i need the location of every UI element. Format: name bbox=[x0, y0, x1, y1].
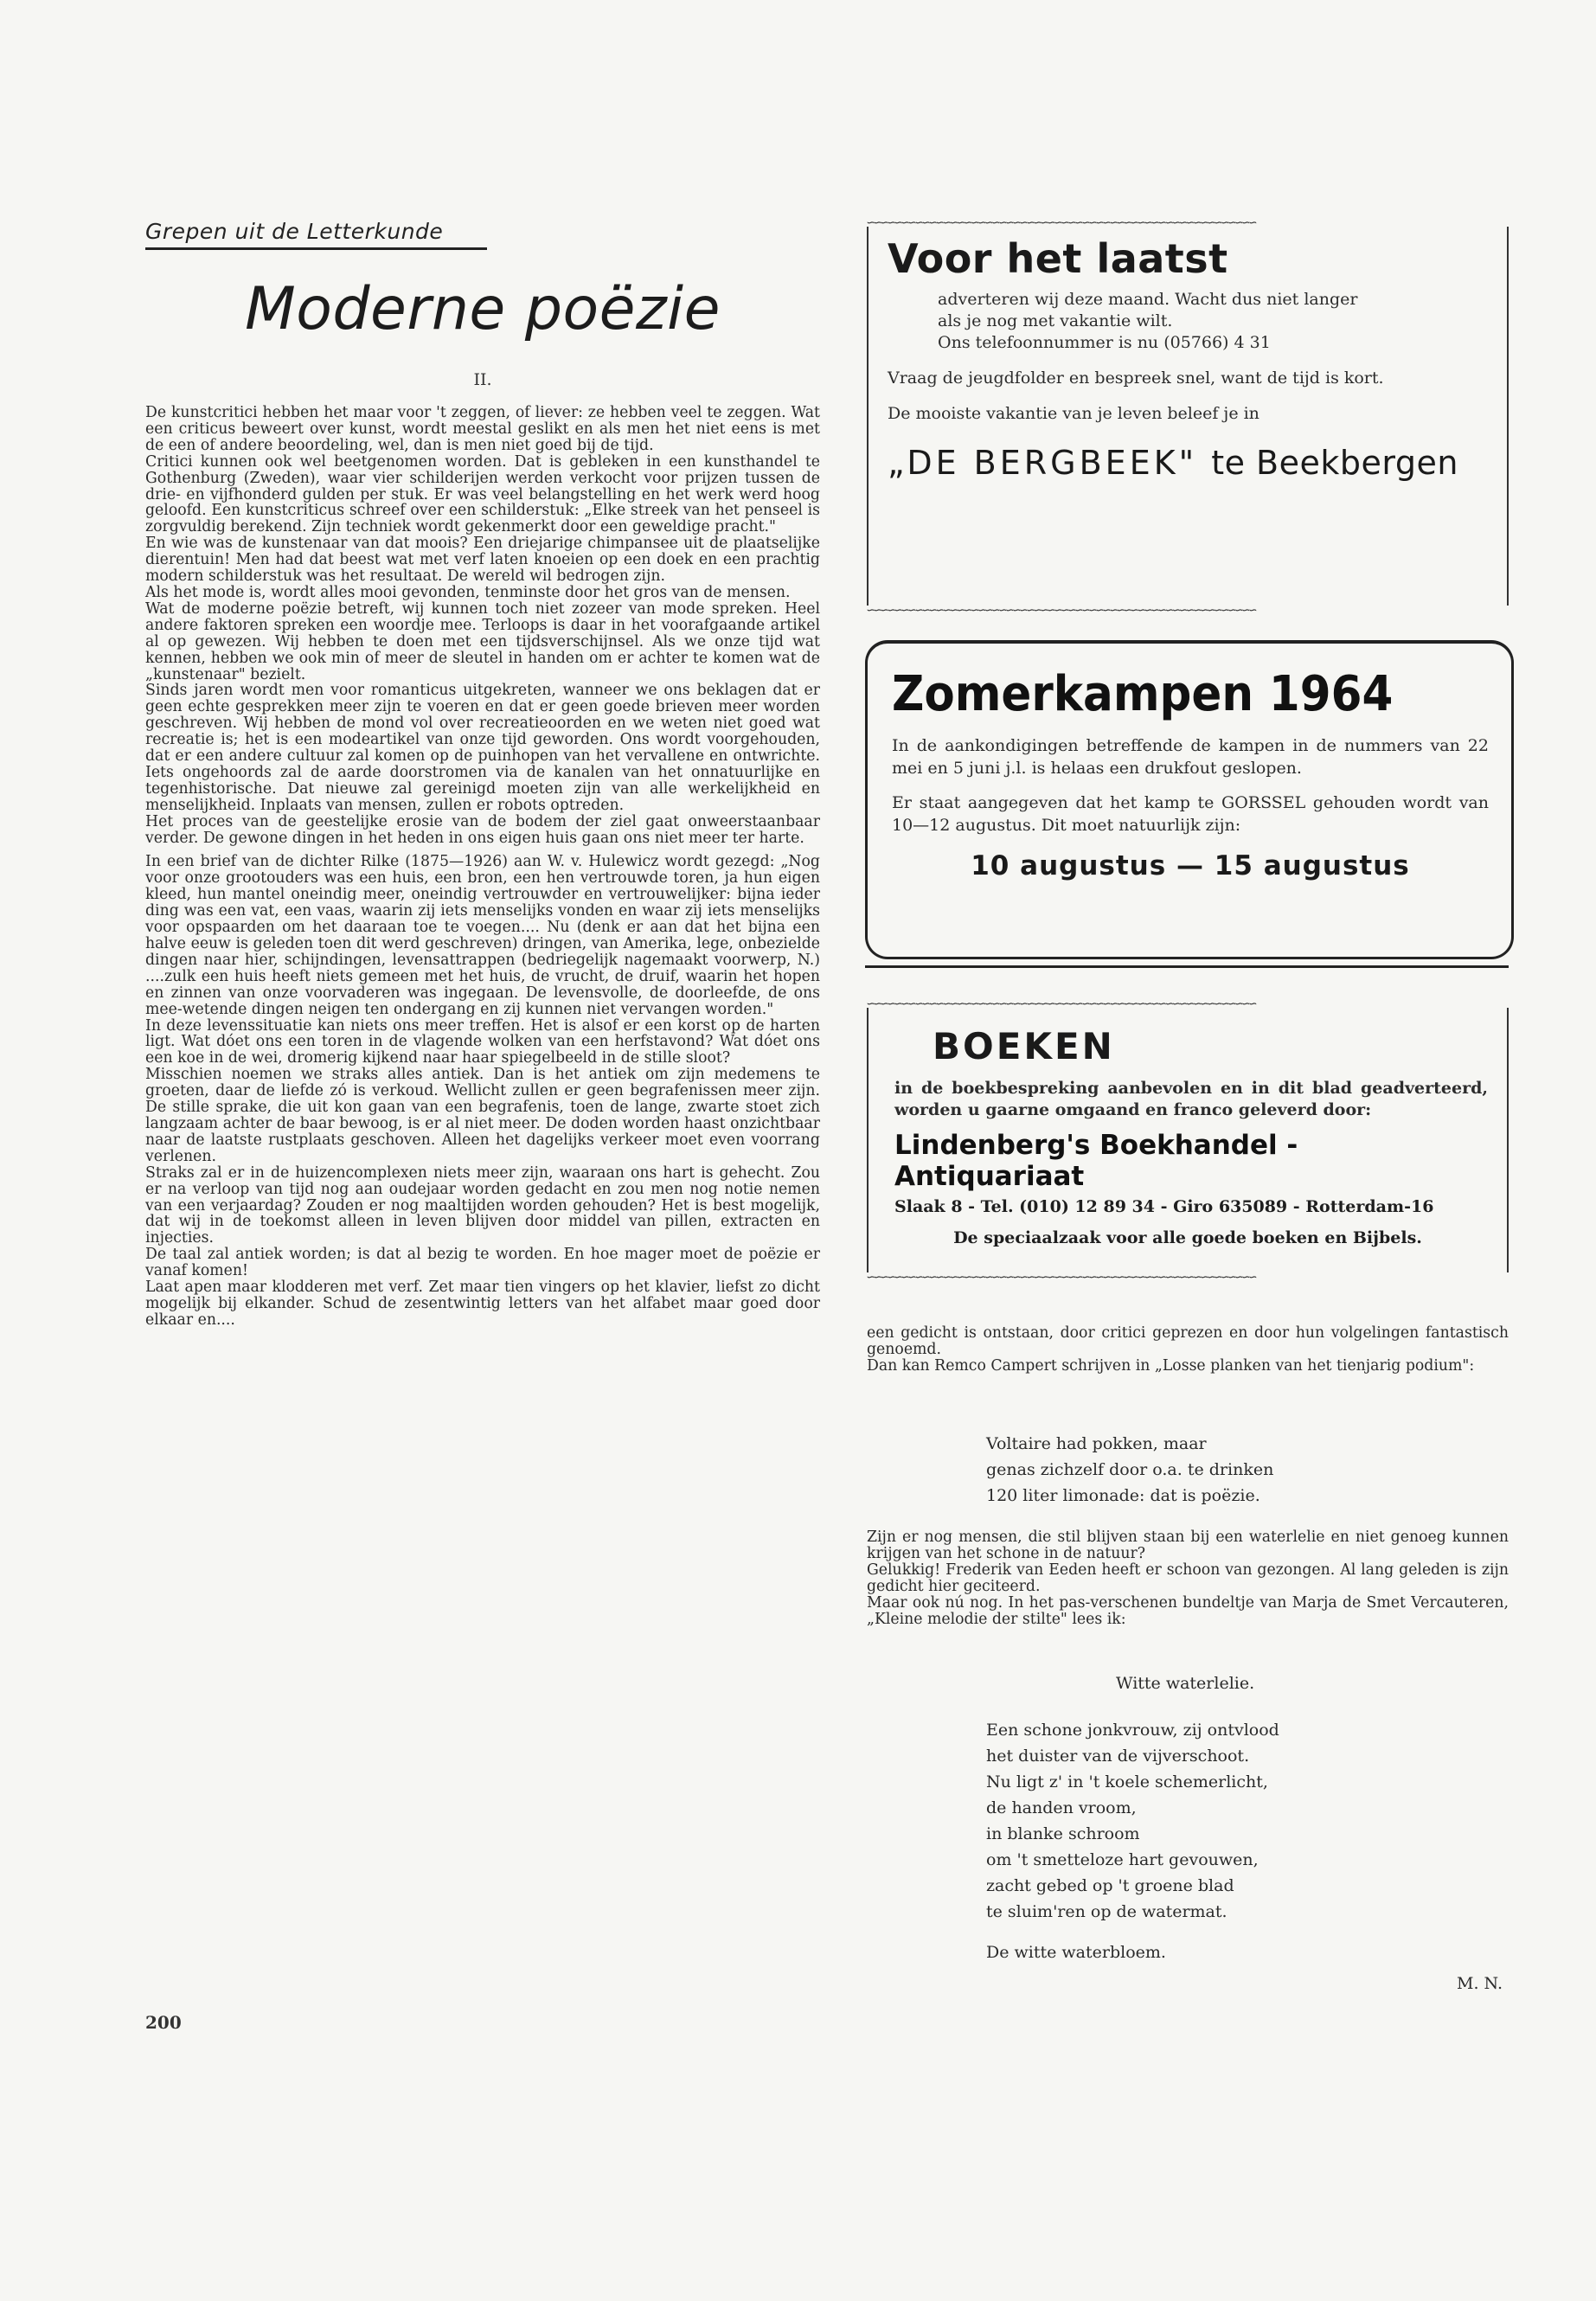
paragraph: Als het mode is, wordt alles mooi gevonden, tenminste door het gros van de mensen. bbox=[145, 583, 791, 601]
ad-vakantie-heading: Voor het laatst bbox=[888, 235, 1228, 282]
paragraph: Laat apen maar klodderen met verf. Zet maar tien vingers op het klavier, liefst zo dicht mogelijk bij elkander. Schud de zesentwintig letters van het alfabet maar goed door elkaar en.... bbox=[145, 1279, 820, 1329]
paragraph: Maar ook nú nog. In het pas-verschenen bundeltje van Marja de Smet Vercauteren, „Kleine melodie der stilte" lees ik: bbox=[867, 1593, 1509, 1628]
poem-line: 120 liter limonade: dat is poëzie. bbox=[986, 1486, 1260, 1505]
poem-line: Nu ligt z' in 't koele schemerlicht, bbox=[986, 1772, 1268, 1791]
page-number: 200 bbox=[145, 2012, 182, 2033]
paragraph: De kunstcritici hebben het maar voor 't zeggen, of liever: ze hebben veel te zeggen. Wat een criticus beweert over kunst, wordt meestal geslikt en als men het niet eens is met de een of andere beoordeling, wel, dan is men niet goed bij de tijd. bbox=[145, 404, 820, 454]
ad-zomerkampen-heading: Zomerkampen 1964 bbox=[892, 666, 1394, 722]
ad-vakantie bbox=[867, 218, 1509, 614]
wavy-border-top: ∽∽∽∽∽∽∽∽∽∽∽∽∽∽∽∽∽∽∽∽∽∽∽∽∽∽∽∽∽∽∽∽∽∽∽∽∽∽∽∽∽∽∽∽∽∽∽∽∽∽∽∽∽∽∽∽ bbox=[867, 999, 1256, 1008]
paragraph: Misschien noemen we straks alles antiek. Dan is het antiek om zijn medemens te groeten, daar de liefde zó is verkoud. Wellicht zullen er geen begrafenissen meer zijn. De stille sprake, die uit kon gaan van een begrafenis, toen de lange, zwarte stoet zich langzaam achter de baar bewoog, is er al niet meer. De doden worden haast onzichtbaar naar de laatste rustplaats geschoven. Alleen het dagelijks verkeer moet even voorrang verlenen. bbox=[145, 1066, 820, 1165]
place-location: te Beekbergen bbox=[1211, 444, 1458, 482]
poem-line: te sluim'ren op de watermat. bbox=[986, 1902, 1227, 1921]
poem-waterlelie bbox=[986, 1717, 1279, 1925]
poem-closing-line: De witte waterbloem. bbox=[986, 1943, 1166, 1962]
paragraph: Het proces van de geestelijke erosie van de bodem der ziel gaat onweerstaanbaar verder. De gewone dingen in het heden in ons eigen huis gaan ons niet meer ter harte. bbox=[145, 812, 820, 847]
poem-line: de handen vroom, bbox=[986, 1798, 1137, 1817]
ad-zomerkampen-text-2: Er staat aangegeven dat het kamp te GORSSEL gehouden wordt van 10—12 augustus. Dit moet natuurlijk zijn: bbox=[892, 793, 1489, 835]
ad-boeken bbox=[867, 999, 1509, 1281]
ad-text-line: als je nog met vakantie wilt. bbox=[938, 311, 1173, 330]
ad-phone-line: Ons telefoonnummer is nu (05766) 4 31 bbox=[938, 333, 1271, 352]
article-left-column bbox=[145, 405, 820, 1329]
paragraph: een gedicht is ontstaan, door critici geprezen en door hun volgelingen fantastisch genoemd. bbox=[867, 1324, 1509, 1358]
article-right-column-1 bbox=[867, 1325, 1509, 1375]
paragraph: Dan kan Remco Campert schrijven in „Losse planken van het tienjarig podium": bbox=[867, 1356, 1475, 1375]
place-name: „DE BERGBEEK" bbox=[888, 444, 1198, 482]
article-right-column-2 bbox=[867, 1529, 1509, 1627]
poem-line: in blanke schroom bbox=[986, 1824, 1140, 1843]
ad-zomerkampen bbox=[865, 640, 1514, 959]
poem-line: Voltaire had pokken, maar bbox=[986, 1434, 1207, 1453]
author-initials: M. N. bbox=[1457, 1974, 1503, 1993]
section-label: Grepen uit de Letterkunde bbox=[145, 219, 487, 250]
poem-line: om 't smetteloze hart gevouwen, bbox=[986, 1850, 1259, 1869]
ad-vakantie-mooiste-text: De mooiste vakantie van je leven beleef je in bbox=[888, 404, 1259, 423]
article-title: Moderne poëzie bbox=[245, 275, 721, 343]
wavy-border-top: ∽∽∽∽∽∽∽∽∽∽∽∽∽∽∽∽∽∽∽∽∽∽∽∽∽∽∽∽∽∽∽∽∽∽∽∽∽∽∽∽∽∽∽∽∽∽∽∽∽∽∽∽∽∽∽∽ bbox=[867, 218, 1256, 227]
poem-line: zacht gebed op 't groene blad bbox=[986, 1876, 1234, 1895]
ad-boeken-heading: BOEKEN bbox=[933, 1025, 1115, 1067]
ad-vakantie-sub bbox=[938, 289, 1488, 354]
poem-line: het duister van de vijverschoot. bbox=[986, 1747, 1250, 1766]
paragraph: En wie was de kunstenaar van dat moois? Een driejarige chimpansee uit de plaatselijke dierentuin! Men had dat beest wat met verf laten knoeien op een doek en een prachtig modern schilderstuk was het resultaat. De wereld wil bedrogen zijn. bbox=[145, 535, 820, 586]
ad-text-line: adverteren wij deze maand. Wacht dus niet langer bbox=[938, 290, 1358, 309]
poem-line: genas zichzelf door o.a. te drinken bbox=[986, 1460, 1274, 1479]
paragraph: Sinds jaren wordt men voor romanticus uitgekreten, wanneer we ons beklagen dat er geen echte gesprekken meer zijn te voeren en dat er geen goede brieven meer worden geschreven. Wij hebben de mond vol over recreatieoorden en we weten niet goed wat recreatie is; het is een modeartikel van onze tijd geworden. Ons wordt voorgehouden, dat er een andere cultuur zal komen op de puinhopen van het vervallene en ontwrichte. Iets ongehoords zal de aarde doorstromen via de kanalen van het onnatuurlijke en tegenhistorische. Dat nieuwe zal gereinigd moeten zijn van alle werkelijkheid en menselijkheid. Inplaats van mensen, zullen er robots optreden. bbox=[145, 682, 820, 814]
wavy-border-bottom: ∽∽∽∽∽∽∽∽∽∽∽∽∽∽∽∽∽∽∽∽∽∽∽∽∽∽∽∽∽∽∽∽∽∽∽∽∽∽∽∽∽∽∽∽∽∽∽∽∽∽∽∽∽∽∽∽ bbox=[867, 1272, 1256, 1281]
paragraph: Straks zal er in de huizencomplexen niets meer zijn, waaraan ons hart is gehecht. Zou er na verloop van tijd nog aan oudejaar worden gedacht en zou men nog notie nemen van een verjaardag? Zouden er nog maaltijden worden gehouden? Het is best mogelijk, dat wij in de toekomst alleen in leven blijven door middel van pillen, extracten en injecties. bbox=[145, 1163, 820, 1247]
paragraph: Zijn er nog mensen, die stil blijven staan bij een waterlelie en niet genoeg kunnen krijgen van het schone in de natuur? bbox=[867, 1529, 1509, 1562]
wavy-border-bottom: ∽∽∽∽∽∽∽∽∽∽∽∽∽∽∽∽∽∽∽∽∽∽∽∽∽∽∽∽∽∽∽∽∽∽∽∽∽∽∽∽∽∽∽∽∽∽∽∽∽∽∽∽∽∽∽∽ bbox=[867, 606, 1256, 614]
ad-zomerkampen-dates: 10 augustus — 15 augustus bbox=[971, 850, 1410, 881]
ad-boeken-text: in de boekbespreking aanbevolen en in dit blad geadverteerd, worden u gaarne omgaand en franco geleverd door: bbox=[894, 1079, 1488, 1119]
ad-boeken-address: Slaak 8 - Tel. (010) 12 89 34 - Giro 635089 - Rotterdam-16 bbox=[894, 1197, 1434, 1216]
paragraph: De taal zal antiek worden; is dat al bezig te worden. En hoe mager moet de poëzie er vanaf komen! bbox=[145, 1246, 820, 1280]
ad-boeken-specialty: De speciaalzaak voor alle goede boeken en Bijbels. bbox=[953, 1228, 1422, 1247]
paragraph: In een brief van de dichter Rilke (1875—1926) aan W. v. Hulewicz wordt gezegd: „Nog voor onze grootouders was een huis, een bron, een hen vertrouwde toren, ja hun eigen kleed, hun mantel oneindig meer, oneindig vertrouwder en vertrouwelijker: bijna ieder ding was een vat, een vaas, waarin zij iets menselijks vonden en waar zij iets menselijks voor opspaarden om het daaraan toe te voegen.... Nu (denk er aan dat het bijna een halve eeuw is geleden toen dit werd geschreven) dringen, van Amerika, lege, onbezielde dingen naar hier, schijndingen, levensattrappen (bedriegelijk nagemaakt voorwerp, N.) ....zulk een huis heeft niets gemeen met het huis, de vrucht, de druif, waarin het hopen en zinnen van onze voorvaderen was ingegaan. De levensvolle, de doorleefde, de ons mee-wetende dingen neigen ten ondergang en zij kunnen niet vervangen worden." bbox=[145, 853, 820, 1018]
poem-title: Witte waterlelie. bbox=[1116, 1674, 1255, 1693]
paragraph: Wat de moderne poëzie betreft, wij kunnen toch niet zozeer van mode spreken. Heel andere faktoren spreken een woordje mee. Terloops is daar in het voorafgaande artikel al op gewezen. Wij hebben te doen met een tijdsverschijnsel. Als we onze tijd wat kennen, hebben we ook min of meer de sleutel in handen om er achter te komen wat de „kunstenaar" bezielt. bbox=[145, 599, 820, 683]
poem-campert bbox=[986, 1431, 1273, 1509]
ad-vakantie-folder-text: Vraag de jeugdfolder en bespreek snel, want de tijd is kort. bbox=[888, 369, 1384, 388]
poem-line: Een schone jonkvrouw, zij ontvlood bbox=[986, 1721, 1279, 1740]
ad-vakantie-place bbox=[888, 444, 1488, 482]
divider bbox=[865, 965, 1509, 968]
paragraph: Gelukkig! Frederik van Eeden heeft er schoon van gezongen. Al lang geleden is zijn gedicht hier geciteerd. bbox=[867, 1561, 1509, 1595]
paragraph: Critici kunnen ook wel beetgenomen worden. Dat is gebleken in een kunsthandel te Gothenburg (Zweden), waar vier schilderijen werden verkocht voor prijzen tussen de drie- en vijfhonderd gulden per stuk. Er was veel belangstelling en het werk werd hoog geloofd. Een kunstcriticus schreef over een schilderstuk: „Elke streek van het penseel is zorgvuldig berekend. Zijn techniek wordt gekenmerkt door een geweldige pracht." bbox=[145, 452, 820, 536]
ad-zomerkampen-text-1: In de aankondigingen betreffende de kampen in de nummers van 22 mei en 5 juni j.l. is helaas een drukfout geslopen. bbox=[892, 736, 1489, 778]
article-part-number: II. bbox=[473, 370, 492, 389]
paragraph: In deze levenssituatie kan niets ons meer treffen. Het is alsof er een korst op de harten ligt. Wat dóet ons een toren in de vlagende wolken van een herfstavond? Wat dóet ons een koe in de wei, dromerig kijkend naar haar spiegelbeeld in de stille sloot? bbox=[145, 1016, 820, 1067]
ad-boeken-store-name: Lindenberg's Boekhandel - Antiquariaat bbox=[894, 1130, 1298, 1192]
